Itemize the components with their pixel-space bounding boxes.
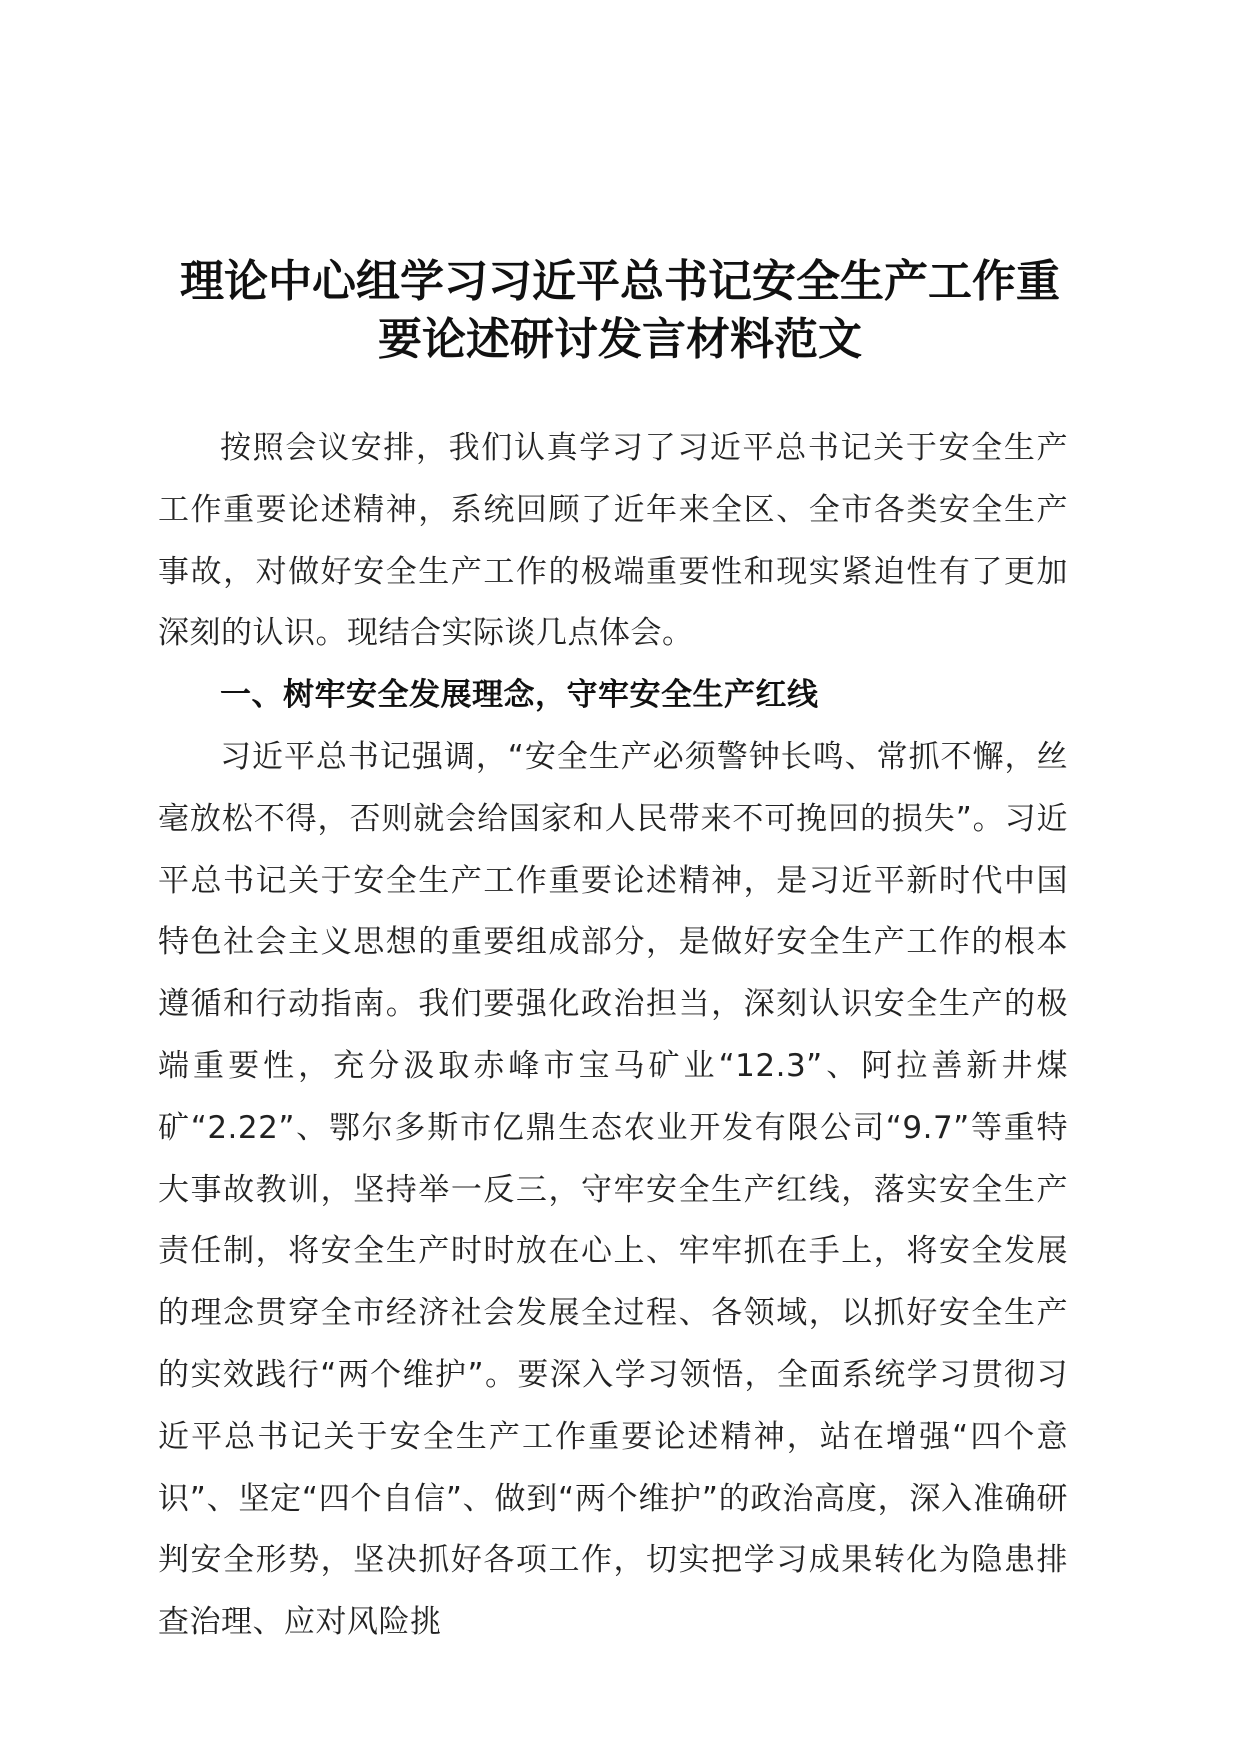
title-line-2: 要论述研讨发言材料范文	[378, 314, 862, 365]
document-title	[140, 253, 1100, 369]
section-heading-1: 一、树牢安全发展理念，守牢安全生产红线	[220, 677, 819, 714]
section-1-paragraph: 习近平总书记强调，“安全生产必须警钟长鸣、常抓不懈，丝毫放松不得，否则就会给国家和人民带来不可挽回的损失”。习近平总书记关于安全生产工作重要论述精神，是习近平新时代中国特色社会主义思想的重要组成部分，是做好安全生产工作的根本遵循和行动指南。我们要强化政治担当，深刻认识安全生产的极端重要性，充分汲取赤峰市宝马矿业“12.3”、阿拉善新井煤矿“2.22”、鄂尔多斯市亿鼎生态农业开发有限公司“9.7”等重特大事故教训，坚持举一反三，守牢安全生产红线，落实安全生产责任制，将安全生产时时放在心上、牢牢抓在手上，将安全发展的理念贯穿全市经济社会发展全过程、各领域，以抓好安全生产的实效践行“两个维护”。要深入学习领悟，全面系统学习贯彻习近平总书记关于安全生产工作重要论述精神，站在增强“四个意识”、坚定“四个自信”、做到“两个维护”的政治高度，深入准确研判安全形势，坚决抓好各项工作，切实把学习成果转化为隐患排查治理、应对风险挑	[158, 738, 1068, 1641]
intro-paragraph: 按照会议安排，我们认真学习了习近平总书记关于安全生产工作重要论述精神，系统回顾了近年来全区、全市各类安全生产事故，对做好安全生产工作的极端重要性和现实紧迫性有了更加深刻的认识。现结合实际谈几点体会。	[158, 430, 1068, 652]
title-line-1: 理论中心组学习习近平总书记安全生产工作重	[180, 256, 1060, 307]
document-body	[158, 418, 1068, 1654]
